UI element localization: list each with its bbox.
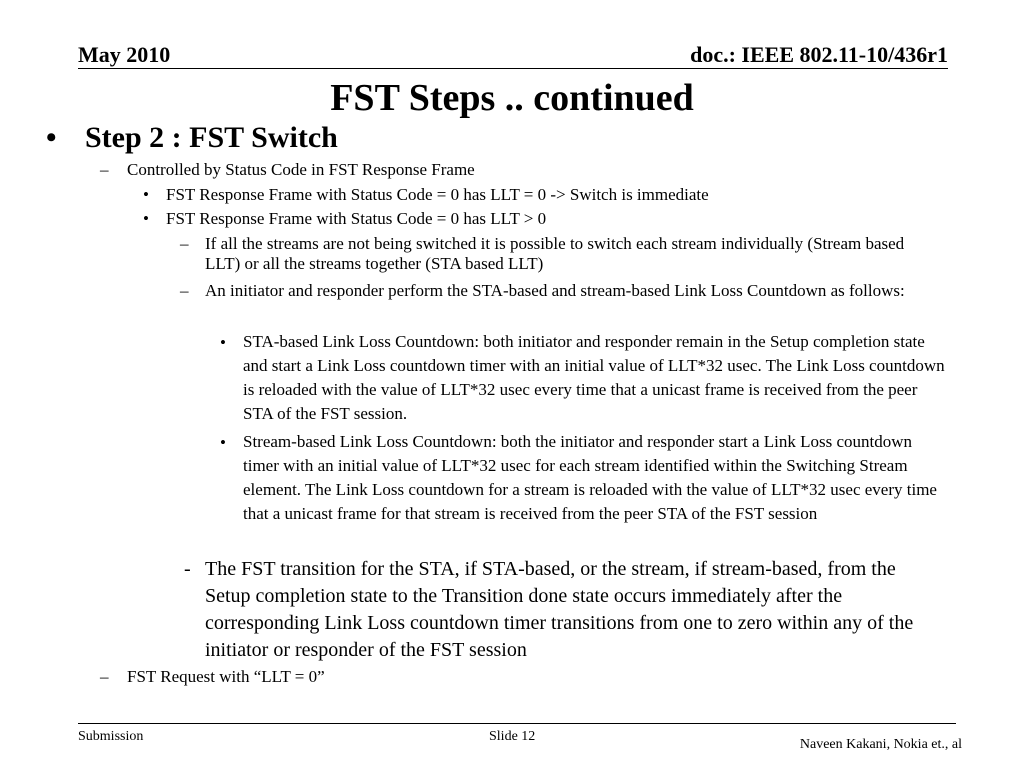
stream-based-item: Stream-based Link Loss Countdown: both the initiator and responder start a Link Loss countdown timer with an initial value of LLT*32 usec for each stream identified within the Switching Stream element. The Link Loss countdown for a stream is reloaded with the value of LLT*32 usec every time that a unicast frame for that stream is received from the peer STA of the FST session bbox=[243, 432, 937, 523]
hyphen-marker: - bbox=[184, 558, 191, 580]
sta-based-item: STA-based Link Loss Countdown: both initiator and responder remain in the Setup completion state and start a Link Loss countdown timer with an initial value of LLT*32 usec. The Link Loss countdown is reloaded with the value of LLT*32 usec every time that a unicast frame is received from the peer STA of the FST session. bbox=[243, 332, 945, 423]
header-date: May 2010 bbox=[78, 42, 171, 67]
bullet-marker: • bbox=[143, 209, 149, 228]
fst-request-item: FST Request with “LLT = 0” bbox=[127, 667, 325, 686]
immediate-item: FST Response Frame with Status Code = 0 has LLT = 0 -> Switch is immediate bbox=[166, 185, 709, 204]
bullet-marker: • bbox=[143, 185, 149, 204]
bullet-marker: • bbox=[46, 121, 57, 154]
header-doc-id: doc.: IEEE 802.11-10/436r1 bbox=[690, 42, 948, 67]
initiator-responder-item: An initiator and responder perform the STA-based and stream-based Link Loss Countdown as follows: bbox=[205, 281, 905, 300]
slide-title: FST Steps .. continued bbox=[330, 77, 694, 119]
dash-marker: – bbox=[100, 667, 109, 686]
slide-number: Slide 12 bbox=[489, 729, 536, 744]
footer-submission: Submission bbox=[78, 729, 144, 744]
footer-author: Naveen Kakani, Nokia et., al bbox=[799, 737, 962, 752]
dash-marker: – bbox=[100, 160, 109, 179]
bullet-marker: • bbox=[220, 333, 226, 352]
controlled-item: Controlled by Status Code in FST Response Frame bbox=[127, 160, 475, 179]
header-divider bbox=[78, 68, 948, 69]
dash-marker: – bbox=[180, 281, 189, 300]
step-heading: Step 2 : FST Switch bbox=[85, 121, 338, 154]
streams-individually-item: If all the streams are not being switched it is possible to switch each stream individually (Stream based LLT) or all the streams together (STA based LLT) bbox=[205, 234, 905, 273]
transition-item: The FST transition for the STA, if STA-based, or the stream, if stream-based, from the Setup completion state to the Transition done state occurs immediately after the corresponding Link Loss countdown timer transitions from one to zero within any of the initiator or responder of the FST session bbox=[205, 558, 914, 661]
dash-marker: – bbox=[180, 234, 189, 253]
llt-gt-zero-item: FST Response Frame with Status Code = 0 has LLT > 0 bbox=[166, 209, 547, 228]
footer-divider bbox=[78, 723, 956, 724]
bullet-marker: • bbox=[220, 433, 226, 452]
